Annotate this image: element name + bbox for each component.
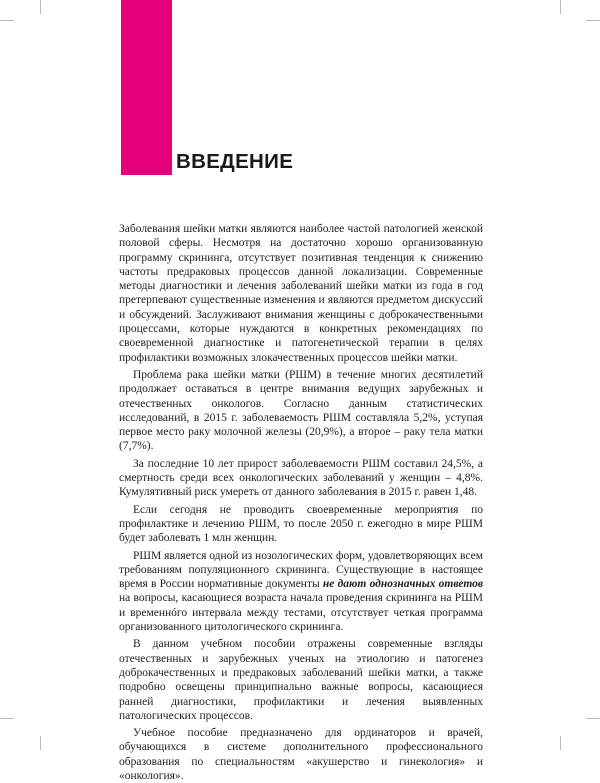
crop-mark-bottom-right [560, 736, 561, 750]
paragraph-5 [119, 549, 483, 635]
crop-mark-top-right [560, 0, 561, 14]
crop-mark-top-left-h [0, 20, 14, 21]
body-text [119, 222, 483, 783]
crop-mark-top-left [40, 0, 41, 14]
paragraph-1: Заболевания шейки матки являются наиболее частой патологией женской половой сферы. Несмотря на достаточно хорошо организованную программу скрининга, отсутствует позитивная тенденция к снижению частоты предраковых процессов данной локализации. Современные методы диагностики и лечения заболеваний шейки матки из года в год претерпевают существенные изменения и являются предметом дискуссий и обсуждений. Заслуживают внимания женщины с доброкачественными процессами, которые нуждаются в конкретных рекомендациях по своевременной диагностике и патогенетической терапии в целях профилактики возможных злокачественных процессов шейки матки. [119, 223, 483, 364]
crop-mark-bottom-left-h [0, 718, 14, 719]
crop-mark-bottom-right-h [586, 718, 600, 719]
paragraph-6: В данном учебном пособии отражены современные взгляды отечественных и зарубежных ученых на этиологию и патогенез доброкачественных и предраковых заболеваний шейки матки, а также подробно освещены принципиально важные вопросы, касающиеся ранней диагностики, профилактики и лечения выявленных патологических процессов. [119, 638, 483, 722]
crop-mark-top-right-h [586, 20, 600, 21]
crop-mark-bottom-left [40, 736, 41, 750]
paragraph-3: За последние 10 лет прирост заболеваемости РШМ составил 24,5%, а смертность среди всех онкологических заболеваний у женщин – 4,8%. Кумулятивный риск умереть от данного заболевания в 2015 г. равен 1,48. [119, 457, 483, 499]
paragraph-5-emphasis: не дают однозначных ответов [322, 578, 483, 591]
paragraph-4: Если сегодня не проводить своевременные мероприятия по профилактике и лечению РШМ, то после 2050 г. ежегодно в мире РШМ будет заболевать 1 млн женщин. [119, 503, 483, 545]
paragraph-5-part-1: РШМ является одной из нозологических форм, удовлетворяющих всем требованиям популяционного скрининга. Существующие в настоящее время в России нормативные документы [119, 549, 483, 591]
chapter-accent-block [121, 0, 172, 175]
chapter-heading: ВВЕДЕНИЕ [176, 150, 294, 173]
paragraph-2: Проблема рака шейки матки (РШМ) в течение многих десятилетий продолжает оставаться в центре внимания ведущих зарубежных и отечественных онкологов. Согласно данным статистических исследований, в 2015 г. заболеваемость РШМ составляла 5,2%, уступая первое место раку молочной железы (20,9%), а второе – раку тела матки (7,7%). [119, 368, 483, 453]
paragraph-5-part-2: на вопросы, касающиеся возраста начала проведения скрининга на РШМ и временнóго интервала между тестами, отсутствует четкая программа организованного цитологического скрининга. [119, 592, 483, 634]
paragraph-7: Учебное пособие предназначено для ординаторов и врачей, обучающихся в системе дополнительного профессионального образования по специальностям «акушерство и гинекология» и «онкология». [119, 727, 483, 782]
